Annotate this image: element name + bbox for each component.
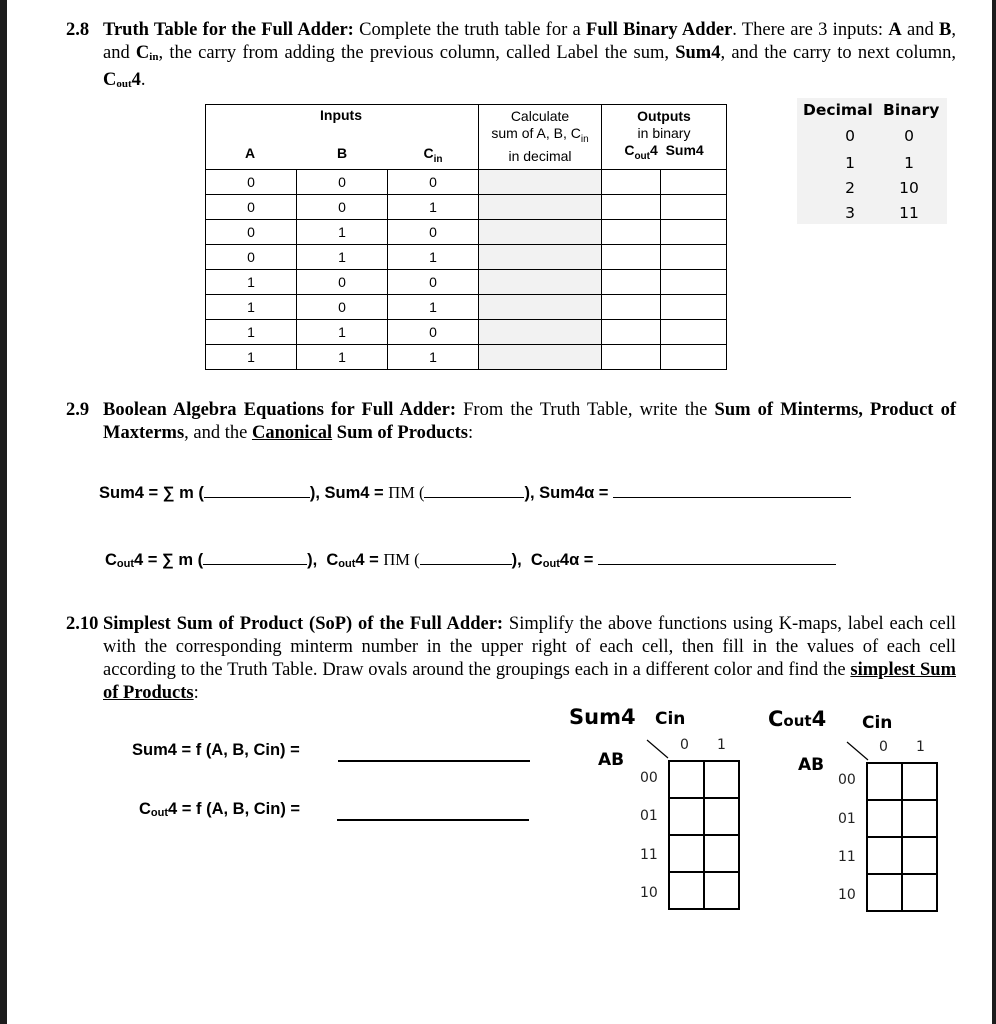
sum-cell[interactable] [661, 245, 727, 270]
kmap-cell[interactable] [669, 872, 704, 909]
decimal-sum-cell[interactable] [479, 195, 602, 220]
decimal-sum-cell[interactable] [479, 220, 602, 245]
bold-term: Sum4 [675, 43, 721, 63]
text: ), Sum4 = [309, 484, 389, 502]
table-row [206, 270, 727, 295]
decimal-sum-cell[interactable] [479, 270, 602, 295]
kmap-cell[interactable] [704, 835, 739, 872]
calc-line-3: in decimal [508, 147, 572, 164]
section-number: 2.8 [66, 20, 90, 40]
sum-cell[interactable] [661, 195, 727, 220]
col-b-header: B [336, 145, 348, 161]
kmap-cell[interactable] [669, 761, 704, 798]
text: . [140, 70, 146, 90]
table-row [206, 245, 727, 270]
kmap-row-label: 11 [838, 849, 856, 865]
kmap-cell[interactable] [669, 835, 704, 872]
text: C [423, 145, 434, 161]
binary-value: 10 [899, 179, 919, 197]
kmap-cell[interactable] [867, 837, 902, 874]
text: : [193, 683, 199, 703]
input-cell: 0 [297, 170, 388, 195]
section-text [103, 399, 956, 445]
section-text [103, 613, 956, 705]
subscript: in [580, 133, 589, 145]
kmap-cout-grid [866, 762, 938, 912]
cout-cell[interactable] [602, 245, 661, 270]
col-cin-header [388, 145, 478, 168]
outputs-subtitle: in binary [637, 125, 691, 141]
kmap-cell[interactable] [902, 837, 937, 874]
kmap-cell[interactable] [669, 798, 704, 835]
bold-term: A [888, 20, 902, 40]
input-cell: 1 [297, 320, 388, 345]
input-cell: 0 [388, 320, 479, 345]
text: C [624, 142, 635, 158]
cout-cell[interactable] [602, 270, 661, 295]
cout-cell[interactable] [602, 195, 661, 220]
bold-term: C [103, 70, 117, 90]
input-cell: 1 [297, 345, 388, 370]
input-cell: 1 [388, 345, 479, 370]
text: 4 = f (A, B, Cin) = [168, 800, 301, 818]
sum-minterms-blank[interactable] [204, 482, 310, 498]
kmap-cell[interactable] [704, 761, 739, 798]
decimal-value: 1 [845, 154, 855, 172]
table-row [206, 195, 727, 220]
text: , and the [184, 423, 252, 443]
input-cell: 1 [297, 220, 388, 245]
input-cell: 0 [297, 270, 388, 295]
subscript: in [149, 51, 159, 63]
text: C [326, 551, 339, 569]
input-cell: 1 [388, 295, 479, 320]
input-cell: 1 [206, 295, 297, 320]
subscript: out [150, 807, 169, 819]
binary-header: Binary [883, 101, 940, 119]
table-row [206, 295, 727, 320]
section-2-9 [66, 399, 956, 445]
kmap-row-label: 00 [838, 772, 856, 788]
col-a-header: A [244, 145, 256, 161]
kmap-col-label: 0 [879, 739, 888, 755]
input-cell: 0 [297, 295, 388, 320]
sum-function-label: Sum4 = f (A, B, Cin) = [132, 741, 300, 759]
cout-function-label [139, 800, 300, 819]
text: 4 = ∑ m ( [134, 551, 204, 569]
bold-term: Sum of Products [332, 423, 469, 443]
cout-cell[interactable] [602, 170, 661, 195]
sum-cell[interactable] [661, 295, 727, 320]
underlined-term: simplest Sum of Products [103, 660, 956, 703]
bold-term: Sum of Minterms, Product of Maxterms [103, 400, 956, 443]
table-row [206, 220, 727, 245]
kmap-sum-title: Sum4 [569, 705, 636, 729]
text: C [105, 551, 117, 569]
kmap-cell[interactable] [867, 874, 902, 911]
input-cell: 1 [297, 245, 388, 270]
kmap-cell[interactable] [704, 872, 739, 909]
pi-symbol: ΠM ( [383, 550, 420, 569]
section-title: Boolean Algebra Equations for Full Adder: [103, 400, 456, 420]
bold-term: B [939, 20, 952, 40]
subscript: out [338, 558, 356, 570]
sum-canonical-blank[interactable] [613, 482, 851, 498]
cout-cell[interactable] [602, 220, 661, 245]
kmap-row-label: 00 [640, 770, 658, 786]
text: ), Sum4α = [524, 484, 614, 502]
kmap-sum-diagonal [645, 738, 670, 760]
text: sum of A, B, C [491, 125, 581, 141]
table-row [206, 345, 727, 370]
text: Complete the truth table for a [353, 20, 587, 40]
input-cell: 0 [297, 195, 388, 220]
input-cell: 0 [206, 170, 297, 195]
input-cell: 0 [206, 195, 297, 220]
binary-value: 0 [904, 127, 914, 145]
text: C [530, 551, 543, 569]
inputs-label: Inputs [320, 107, 362, 123]
cout-minterms-blank[interactable] [203, 549, 307, 565]
input-cell: 1 [388, 245, 479, 270]
text: , and the carry to next column, [720, 43, 956, 63]
left-border [0, 0, 7, 1024]
subscript: in [433, 153, 443, 165]
bold-term: C [135, 43, 150, 63]
input-cell: 0 [206, 245, 297, 270]
binary-value: 1 [904, 154, 914, 172]
section-title: Simplest Sum of Product (SoP) of the Full Adder: [103, 614, 504, 634]
cout-cell[interactable] [602, 345, 661, 370]
subscript: out [634, 150, 650, 162]
cout-equations-line [105, 549, 836, 570]
subscript: out [116, 558, 135, 570]
kmap-row-label: 01 [640, 808, 658, 824]
text: 4 [811, 707, 827, 731]
kmap-cell[interactable] [867, 763, 902, 800]
kmap-cout-diagonal [845, 740, 870, 762]
input-cell: 0 [206, 220, 297, 245]
kmap-col-label: 0 [680, 737, 689, 753]
text: Simplify the above functions using K-maps, label each cell with the corresponding minterm number in the upper right of each cell, then fill in the values of each cell according to the Truth Table. Draw ovals around the groupings each in a different color and find the [103, 614, 956, 680]
binary-value: 11 [899, 204, 919, 222]
bold-term: 4 [131, 70, 141, 90]
kmap-cell[interactable] [902, 874, 937, 911]
text: . There are 3 inputs: [732, 20, 889, 40]
kmap-row-label: 11 [640, 847, 658, 863]
text: 4α = [559, 551, 599, 569]
kmap-cell[interactable] [867, 800, 902, 837]
kmap-col-label: 1 [916, 739, 925, 755]
outputs-label [602, 108, 726, 165]
decimal-header: Decimal [803, 101, 873, 119]
decimal-binary-table [797, 98, 947, 224]
text: , the carry from adding the previous column, called Label the sum, [158, 43, 676, 63]
kmap-sum-cin-label: Cin [655, 709, 686, 729]
kmap-cell[interactable] [902, 800, 937, 837]
kmap-cell[interactable] [704, 798, 739, 835]
input-cell: 1 [206, 270, 297, 295]
sum-cell[interactable] [661, 270, 727, 295]
kmap-cout-cin-label: Cin [862, 713, 893, 733]
text: and [901, 20, 939, 40]
table-row [206, 320, 727, 345]
kmap-cell[interactable] [902, 763, 937, 800]
table-row [206, 170, 727, 195]
text: C [139, 800, 151, 818]
bold-term: Full Binary Adder [586, 20, 733, 40]
text: , and [103, 20, 956, 63]
text: 4 = [355, 551, 384, 569]
section-2-8 [66, 19, 956, 96]
input-cell: 0 [388, 270, 479, 295]
calc-line-1: Calculate [510, 108, 570, 124]
sum-cell[interactable] [661, 170, 727, 195]
text: ), [307, 551, 318, 569]
kmap-row-label: 10 [640, 885, 658, 901]
text: : [468, 423, 474, 443]
decimal-sum-cell[interactable] [479, 245, 602, 270]
decimal-value: 0 [845, 127, 855, 145]
kmap-cout-ab-label: AB [798, 755, 825, 775]
input-cell: 1 [206, 320, 297, 345]
cout-cell[interactable] [602, 320, 661, 345]
sum-cell[interactable] [661, 320, 727, 345]
subscript: out [783, 712, 812, 730]
input-cell: 1 [206, 345, 297, 370]
sum-function-blank[interactable] [338, 760, 530, 762]
subscript: out [542, 558, 560, 570]
cout-function-blank[interactable] [337, 819, 529, 821]
text: ), [511, 551, 522, 569]
section-text [103, 19, 956, 96]
text: From the Truth Table, write the [456, 400, 715, 420]
text: Sum4 = ∑ m ( [99, 484, 204, 502]
decimal-sum-cell[interactable] [479, 345, 602, 370]
input-cell: 0 [388, 220, 479, 245]
section-number: 2.9 [66, 400, 90, 420]
right-border [992, 0, 996, 1024]
kmap-sum-grid [668, 760, 740, 910]
kmap-cout-title [768, 707, 826, 731]
section-2-10 [66, 613, 956, 705]
cout-cell[interactable] [602, 295, 661, 320]
decimal-sum-cell[interactable] [479, 320, 602, 345]
kmap-row-label: 10 [838, 887, 856, 903]
sum-maxterms-blank[interactable] [424, 482, 524, 498]
section-number: 2.10 [66, 614, 99, 634]
kmap-sum-ab-label: AB [598, 750, 625, 770]
sum-equations-line [99, 482, 851, 503]
kmap-col-label: 1 [717, 737, 726, 753]
decimal-value: 2 [845, 179, 855, 197]
input-cell: 1 [388, 195, 479, 220]
subscript: out [116, 78, 132, 90]
text: Sum4 [665, 142, 704, 158]
decimal-value: 3 [845, 204, 855, 222]
sum-cell[interactable] [661, 345, 727, 370]
calc-label [478, 108, 602, 165]
calc-line-2 [478, 125, 602, 148]
outputs-title: Outputs [637, 108, 691, 124]
decimal-sum-cell[interactable] [479, 170, 602, 195]
decimal-sum-cell[interactable] [479, 295, 602, 320]
section-title: Truth Table for the Full Adder: [103, 20, 354, 40]
outputs-columns [602, 142, 726, 165]
pi-symbol: ΠM ( [388, 483, 425, 502]
input-cell: 0 [388, 170, 479, 195]
cout-maxterms-blank[interactable] [420, 549, 512, 565]
sum-cell[interactable] [661, 220, 727, 245]
text: 4 [649, 142, 658, 158]
text: C [768, 707, 784, 731]
kmap-row-label: 01 [838, 811, 856, 827]
underlined-term: Canonical [251, 423, 333, 443]
cout-canonical-blank[interactable] [598, 549, 836, 565]
